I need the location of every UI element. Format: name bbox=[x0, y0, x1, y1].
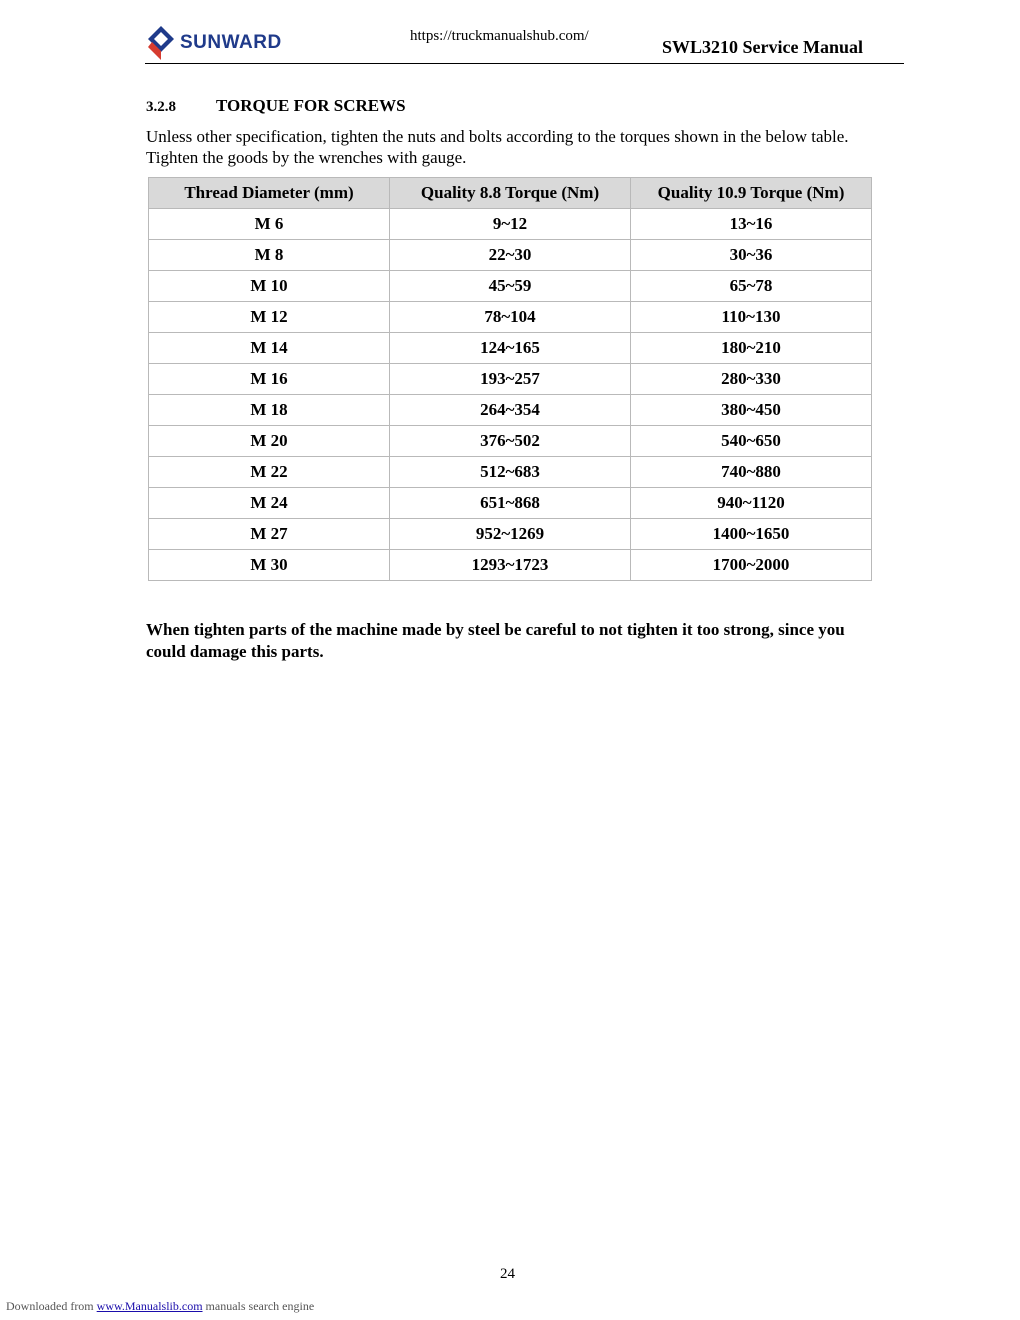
footer-prefix: Downloaded from bbox=[6, 1299, 94, 1313]
torque-10-9-cell: 65~78 bbox=[631, 271, 872, 302]
table-row bbox=[149, 333, 872, 364]
thread-diameter-cell: M 14 bbox=[149, 333, 390, 364]
torque-10-9-cell: 30~36 bbox=[631, 240, 872, 271]
thread-diameter-cell: M 22 bbox=[149, 457, 390, 488]
sunward-logo bbox=[146, 24, 296, 62]
table-row bbox=[149, 426, 872, 457]
footer bbox=[6, 1299, 314, 1314]
section-heading bbox=[146, 96, 406, 116]
table-row bbox=[149, 302, 872, 333]
manual-title: SWL3210 Service Manual bbox=[662, 37, 863, 57]
table-row bbox=[149, 395, 872, 426]
torque-8-8-cell: 45~59 bbox=[390, 271, 631, 302]
table-row bbox=[149, 457, 872, 488]
table-row bbox=[149, 240, 872, 271]
footer-suffix: manuals search engine bbox=[205, 1299, 315, 1313]
torque-8-8-cell: 9~12 bbox=[390, 209, 631, 240]
header-quality-10-9: Quality 10.9 Torque (Nm) bbox=[631, 178, 872, 209]
torque-10-9-cell: 540~650 bbox=[631, 426, 872, 457]
torque-10-9-cell: 110~130 bbox=[631, 302, 872, 333]
table-row bbox=[149, 271, 872, 302]
thread-diameter-cell: M 12 bbox=[149, 302, 390, 333]
thread-diameter-cell: M 16 bbox=[149, 364, 390, 395]
section-number: 3.2.8 bbox=[146, 99, 176, 115]
table-row bbox=[149, 364, 872, 395]
torque-10-9-cell: 740~880 bbox=[631, 457, 872, 488]
torque-8-8-cell: 1293~1723 bbox=[390, 550, 631, 581]
manualslib-link[interactable]: www.Manualslib.com bbox=[96, 1299, 203, 1313]
header-quality-8-8: Quality 8.8 Torque (Nm) bbox=[390, 178, 631, 209]
page-number: 24 bbox=[500, 1266, 515, 1282]
logo-text: SUNWARD bbox=[180, 32, 282, 53]
torque-8-8-cell: 22~30 bbox=[390, 240, 631, 271]
table-row bbox=[149, 209, 872, 240]
source-url: https://truckmanualshub.com/ bbox=[410, 28, 589, 44]
torque-8-8-cell: 952~1269 bbox=[390, 519, 631, 550]
torque-8-8-cell: 376~502 bbox=[390, 426, 631, 457]
thread-diameter-cell: M 30 bbox=[149, 550, 390, 581]
thread-diameter-cell: M 8 bbox=[149, 240, 390, 271]
torque-table bbox=[148, 177, 872, 581]
thread-diameter-cell: M 20 bbox=[149, 426, 390, 457]
intro-paragraph: Unless other specification, tighten the nuts and bolts according to the torques shown in the below table. Tighten the goods by the wrenches with gauge. bbox=[146, 127, 849, 167]
warning-note: When tighten parts of the machine made by steel be careful to not tighten it too strong, since you could damage this parts. bbox=[146, 620, 845, 661]
thread-diameter-cell: M 27 bbox=[149, 519, 390, 550]
thread-diameter-cell: M 6 bbox=[149, 209, 390, 240]
torque-8-8-cell: 124~165 bbox=[390, 333, 631, 364]
thread-diameter-cell: M 18 bbox=[149, 395, 390, 426]
table-row bbox=[149, 519, 872, 550]
torque-10-9-cell: 1400~1650 bbox=[631, 519, 872, 550]
torque-8-8-cell: 78~104 bbox=[390, 302, 631, 333]
torque-8-8-cell: 193~257 bbox=[390, 364, 631, 395]
thread-diameter-cell: M 10 bbox=[149, 271, 390, 302]
sunward-logo-icon bbox=[146, 24, 176, 62]
header-thread-diameter: Thread Diameter (mm) bbox=[149, 178, 390, 209]
header-divider bbox=[145, 63, 904, 64]
torque-10-9-cell: 280~330 bbox=[631, 364, 872, 395]
table-row bbox=[149, 550, 872, 581]
table-row bbox=[149, 488, 872, 519]
torque-8-8-cell: 512~683 bbox=[390, 457, 631, 488]
table-header-row bbox=[149, 178, 872, 209]
torque-10-9-cell: 940~1120 bbox=[631, 488, 872, 519]
torque-8-8-cell: 264~354 bbox=[390, 395, 631, 426]
thread-diameter-cell: M 24 bbox=[149, 488, 390, 519]
torque-10-9-cell: 1700~2000 bbox=[631, 550, 872, 581]
torque-10-9-cell: 180~210 bbox=[631, 333, 872, 364]
torque-8-8-cell: 651~868 bbox=[390, 488, 631, 519]
torque-10-9-cell: 13~16 bbox=[631, 209, 872, 240]
torque-10-9-cell: 380~450 bbox=[631, 395, 872, 426]
section-title: TORQUE FOR SCREWS bbox=[216, 96, 406, 115]
